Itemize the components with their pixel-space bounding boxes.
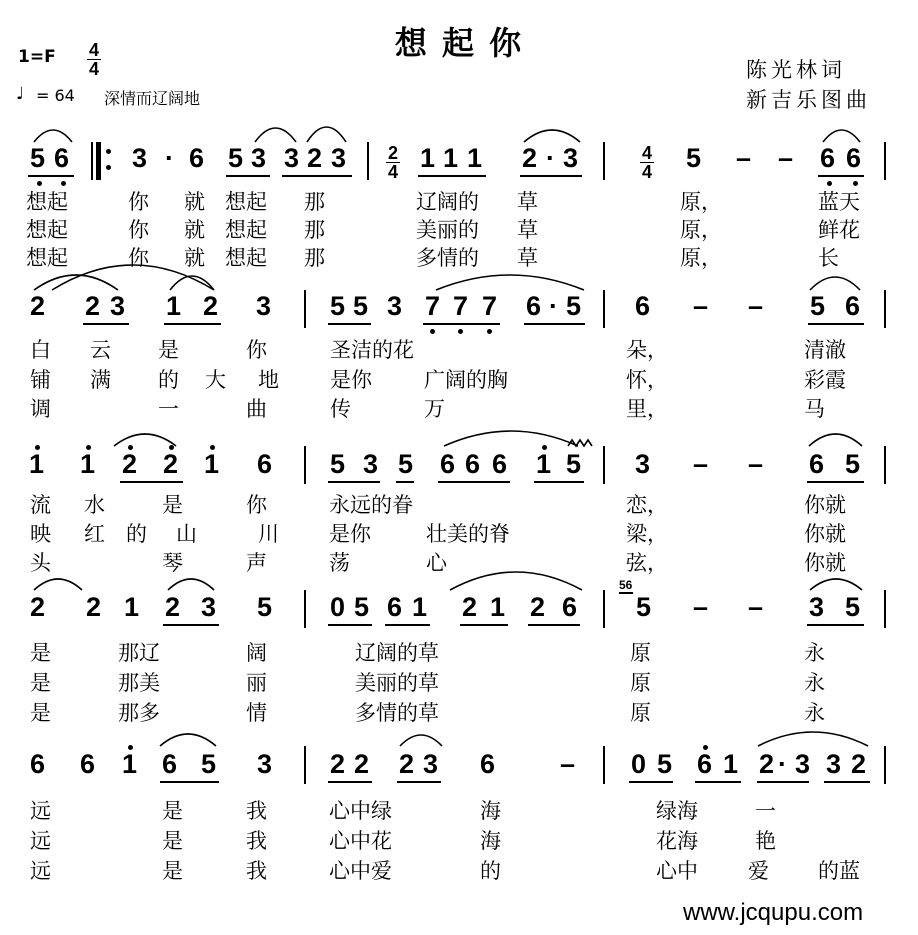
lyric: 想起: [26, 218, 68, 242]
slur-arc: [307, 127, 346, 142]
lyric: 原: [630, 701, 651, 725]
lyric: 广阔的胸: [424, 368, 508, 392]
note: 2: [330, 749, 346, 779]
lyric: 美丽的草: [355, 671, 439, 695]
lyric: 海: [480, 829, 501, 853]
lyric: 远: [30, 859, 51, 883]
tempo-value: = 64: [36, 86, 75, 105]
lyric: 头: [30, 551, 51, 575]
note: 5: [30, 143, 46, 173]
note: 3: [251, 143, 267, 173]
lyric: 里，: [626, 397, 668, 421]
note: 1: [29, 449, 45, 479]
note: 6: [562, 592, 578, 622]
note: 5: [353, 291, 369, 321]
slur-arc: [160, 734, 216, 746]
note: 3: [284, 143, 300, 173]
note: 2: [85, 291, 101, 321]
note: 6: [697, 749, 713, 779]
lyric: 是: [162, 799, 183, 823]
song-title: 想 起 你: [394, 24, 524, 62]
lyric: 心中绿: [329, 799, 392, 823]
note: 2: [354, 749, 370, 779]
note: 1: [124, 592, 140, 622]
lyric: 长: [818, 246, 839, 270]
lyric: 想起: [26, 246, 68, 270]
lyric: 琴: [162, 551, 183, 575]
note: 6: [54, 143, 70, 173]
lyric: 爱: [748, 859, 769, 883]
note: –: [693, 449, 709, 479]
slur-arc: [255, 128, 296, 142]
note: –: [748, 291, 764, 321]
note: 3: [256, 291, 272, 321]
lyric: 鲜花: [818, 218, 860, 242]
key-signature: 1=F: [18, 47, 56, 67]
note: –: [778, 143, 794, 173]
note: 6: [80, 749, 96, 779]
note: 5: [330, 291, 346, 321]
slur-arc: [444, 431, 578, 446]
note: 1: [420, 143, 436, 173]
lyric: 满: [90, 368, 111, 392]
note: –: [736, 143, 752, 173]
lyric: 山: [176, 522, 197, 546]
lyric: 就: [184, 246, 205, 270]
lyric: 的蓝: [818, 859, 860, 883]
lyric: 是: [30, 641, 51, 665]
note: 3: [132, 143, 148, 173]
lyric: 原: [630, 671, 651, 695]
note: 5: [398, 449, 414, 479]
expression-mark: 深情而辽阔地: [104, 89, 201, 108]
lyric: 的: [158, 368, 179, 392]
lyric: 那: [304, 218, 325, 242]
lyric: 我: [246, 859, 267, 883]
note: –: [693, 592, 709, 622]
note: 6: [440, 449, 456, 479]
note: 5: [845, 449, 861, 479]
note: –: [560, 749, 576, 779]
note: 6: [526, 291, 542, 321]
slur-arc: [34, 130, 72, 142]
note: 5: [810, 291, 826, 321]
lyric: 流: [30, 493, 51, 517]
lyric: 传: [330, 397, 351, 421]
note: 1: [80, 449, 96, 479]
slur-arc: [114, 434, 176, 446]
note: ·: [165, 143, 174, 173]
note: 3: [257, 749, 273, 779]
note: ·: [549, 291, 558, 321]
lyric: 是: [162, 859, 183, 883]
note: 1: [412, 592, 428, 622]
note: 5: [201, 749, 217, 779]
note: 2: [163, 449, 179, 479]
lyric: 地: [258, 368, 279, 392]
note: 3: [363, 449, 379, 479]
lyric: 草: [517, 190, 538, 214]
lyric: 弦，: [626, 551, 668, 575]
slur-arc: [450, 572, 582, 590]
lyric: 心中爱: [329, 859, 392, 883]
lyric: 那美: [118, 671, 160, 695]
lyric: 想起: [26, 190, 68, 214]
lyric: 你就: [804, 551, 846, 575]
slur-arc: [400, 735, 442, 746]
lyric: 荡: [329, 551, 350, 575]
lyric: 绿海: [656, 799, 698, 823]
lyric: 你就: [804, 522, 846, 546]
lyric: 是: [162, 829, 183, 853]
slur-arc: [168, 579, 214, 590]
lyric: 那: [304, 190, 325, 214]
note: 5: [566, 449, 582, 479]
note: 3: [826, 749, 842, 779]
note: 6: [30, 749, 46, 779]
lyric: 是: [30, 701, 51, 725]
lyric: 一: [158, 397, 179, 421]
note: 2: [522, 143, 538, 173]
slur-arc: [810, 277, 860, 290]
slur-arc: [34, 579, 82, 590]
time-change-4-4: 4 4: [641, 143, 652, 182]
note: 3: [110, 291, 126, 321]
note: 2: [759, 749, 775, 779]
lyric: 蓝天: [818, 190, 860, 214]
lyric: 的: [126, 522, 147, 546]
note: 3: [201, 592, 217, 622]
lyric: 永远的眷: [329, 493, 413, 517]
lyric: 心中花: [329, 829, 392, 853]
note: 1: [122, 749, 138, 779]
note: 6: [465, 449, 481, 479]
note: 3: [387, 291, 403, 321]
note: 5: [228, 143, 244, 173]
note: 6: [820, 143, 836, 173]
note: 1: [723, 749, 739, 779]
note: 1: [467, 143, 483, 173]
slur-arc: [436, 275, 584, 290]
lyric: 远: [30, 829, 51, 853]
watermark: www.jcqupu.com: [683, 899, 864, 926]
note: 6: [189, 143, 205, 173]
note: 6: [809, 449, 825, 479]
note: 6: [635, 291, 651, 321]
note: 3: [795, 749, 811, 779]
lyric: 是你: [330, 368, 372, 392]
note: 0: [631, 749, 647, 779]
lyric: 永: [804, 641, 825, 665]
note: 5: [330, 449, 346, 479]
lyric: 是你: [329, 522, 371, 546]
note: 5: [354, 592, 370, 622]
lyricist-credit: 陈光林词: [746, 58, 846, 82]
lyric: 美丽的: [416, 218, 479, 242]
lyric: 你: [246, 338, 267, 362]
lyric: 那多: [118, 701, 160, 725]
lyric: 云: [90, 338, 111, 362]
lyric: 远: [30, 799, 51, 823]
note: 6: [480, 749, 496, 779]
lyric: 清澈: [804, 338, 846, 362]
time-change-2-4: 2 4: [387, 143, 398, 182]
note: 6: [257, 449, 273, 479]
lyric: 永: [804, 671, 825, 695]
lyric: 怀，: [626, 368, 668, 392]
lyric: 圣洁的花: [330, 338, 414, 362]
lyric: 映: [30, 522, 51, 546]
note: 6: [845, 291, 861, 321]
note: 5: [636, 592, 652, 622]
lyric: 辽阔的草: [355, 641, 439, 665]
composer-credit: 新吉乐图曲: [746, 88, 871, 112]
note: 2: [462, 592, 478, 622]
note: –: [693, 291, 709, 321]
tempo-note-icon: ♩: [16, 84, 25, 104]
note: 1: [536, 449, 552, 479]
lyric: 想起: [225, 218, 267, 242]
note: 2: [86, 592, 102, 622]
lyric: 梁，: [626, 522, 668, 546]
lyric: 你: [246, 493, 267, 517]
lyric: 水: [84, 493, 105, 517]
lyric: 是: [162, 493, 183, 517]
note: 6: [492, 449, 508, 479]
note: 1: [443, 143, 459, 173]
note: 3: [563, 143, 579, 173]
note: 7: [425, 291, 441, 321]
lyric: 声: [246, 551, 267, 575]
note: 2: [307, 143, 323, 173]
note: 2: [399, 749, 415, 779]
note: 6: [162, 749, 178, 779]
lyric: 艳: [755, 829, 776, 853]
lyric: 铺: [30, 368, 51, 392]
lyric: 朵，: [626, 338, 668, 362]
note: 2: [30, 291, 46, 321]
lyric: 是: [158, 338, 179, 362]
note: 5: [257, 592, 273, 622]
lyric: 辽阔的: [416, 190, 479, 214]
lyric: 海: [480, 799, 501, 823]
slur-arc: [758, 732, 868, 746]
note: 2: [122, 449, 138, 479]
note: 2: [30, 592, 46, 622]
note: 5: [657, 749, 673, 779]
lyric: 你: [128, 190, 149, 214]
lyric: 草: [517, 246, 538, 270]
lyric: 你: [128, 246, 149, 270]
note: 2: [203, 291, 219, 321]
lyric: 壮美的脊: [426, 522, 510, 546]
lyric: 你就: [804, 493, 846, 517]
lyric: 恋，: [626, 493, 668, 517]
note: 7: [453, 291, 469, 321]
slur-arc: [810, 579, 862, 590]
lyric: 调: [30, 397, 51, 421]
lyric: 原，: [680, 246, 722, 270]
note: –: [748, 449, 764, 479]
lyric: 原，: [680, 218, 722, 242]
lyric: 想起: [225, 246, 267, 270]
lyric: 曲: [246, 397, 267, 421]
lyric: 我: [246, 829, 267, 853]
note: 3: [331, 143, 347, 173]
note: 2: [851, 749, 867, 779]
lyric: 那: [304, 246, 325, 270]
lyric: 大: [205, 368, 226, 392]
note: 1: [490, 592, 506, 622]
lyric: 花海: [656, 829, 698, 853]
note: 5: [686, 143, 702, 173]
lyric: 彩霞: [804, 368, 846, 392]
lyric: 你: [128, 218, 149, 242]
lyric: 心: [426, 551, 447, 575]
lyric: 就: [184, 218, 205, 242]
lyric: 白: [30, 338, 51, 362]
lyric: 马: [804, 397, 825, 421]
note: 3: [423, 749, 439, 779]
note: 1: [204, 449, 220, 479]
note: 2: [165, 592, 181, 622]
note: 2: [530, 592, 546, 622]
note: ·: [546, 143, 555, 173]
time-signature: 4 4: [88, 40, 99, 79]
lyric: 就: [184, 190, 205, 214]
note: 6: [846, 143, 862, 173]
lyric: 川: [258, 522, 279, 546]
lyric: 一: [755, 799, 776, 823]
note: 6: [387, 592, 403, 622]
lyric: 那辽: [118, 641, 160, 665]
note: 0: [330, 592, 346, 622]
slur-arc: [823, 130, 860, 142]
lyric: 心中: [656, 859, 698, 883]
note: 5: [566, 291, 582, 321]
lyric: 万: [424, 397, 445, 421]
slur-arc: [524, 130, 580, 142]
lyric: 红: [84, 522, 105, 546]
note: 3: [635, 449, 651, 479]
lyric: 的: [480, 859, 501, 883]
note: 5: [845, 592, 861, 622]
lyric: 想起: [225, 190, 267, 214]
lyric: 是: [30, 671, 51, 695]
note: ·: [778, 749, 787, 779]
note: 1: [166, 291, 182, 321]
lyric: 情: [246, 701, 267, 725]
slur-arc: [809, 434, 862, 446]
lyric: 丽: [246, 671, 267, 695]
lyric: 原，: [680, 190, 722, 214]
grace-notes: 56: [619, 578, 633, 592]
lyric: 原: [630, 641, 651, 665]
note: –: [748, 592, 764, 622]
lyric: 永: [804, 701, 825, 725]
lyric: 多情的草: [355, 701, 439, 725]
lyric: 草: [517, 218, 538, 242]
lyric: 阔: [246, 641, 267, 665]
lyric: 我: [246, 799, 267, 823]
note: 7: [482, 291, 498, 321]
lyric: 多情的: [416, 246, 479, 270]
note: 3: [809, 592, 825, 622]
